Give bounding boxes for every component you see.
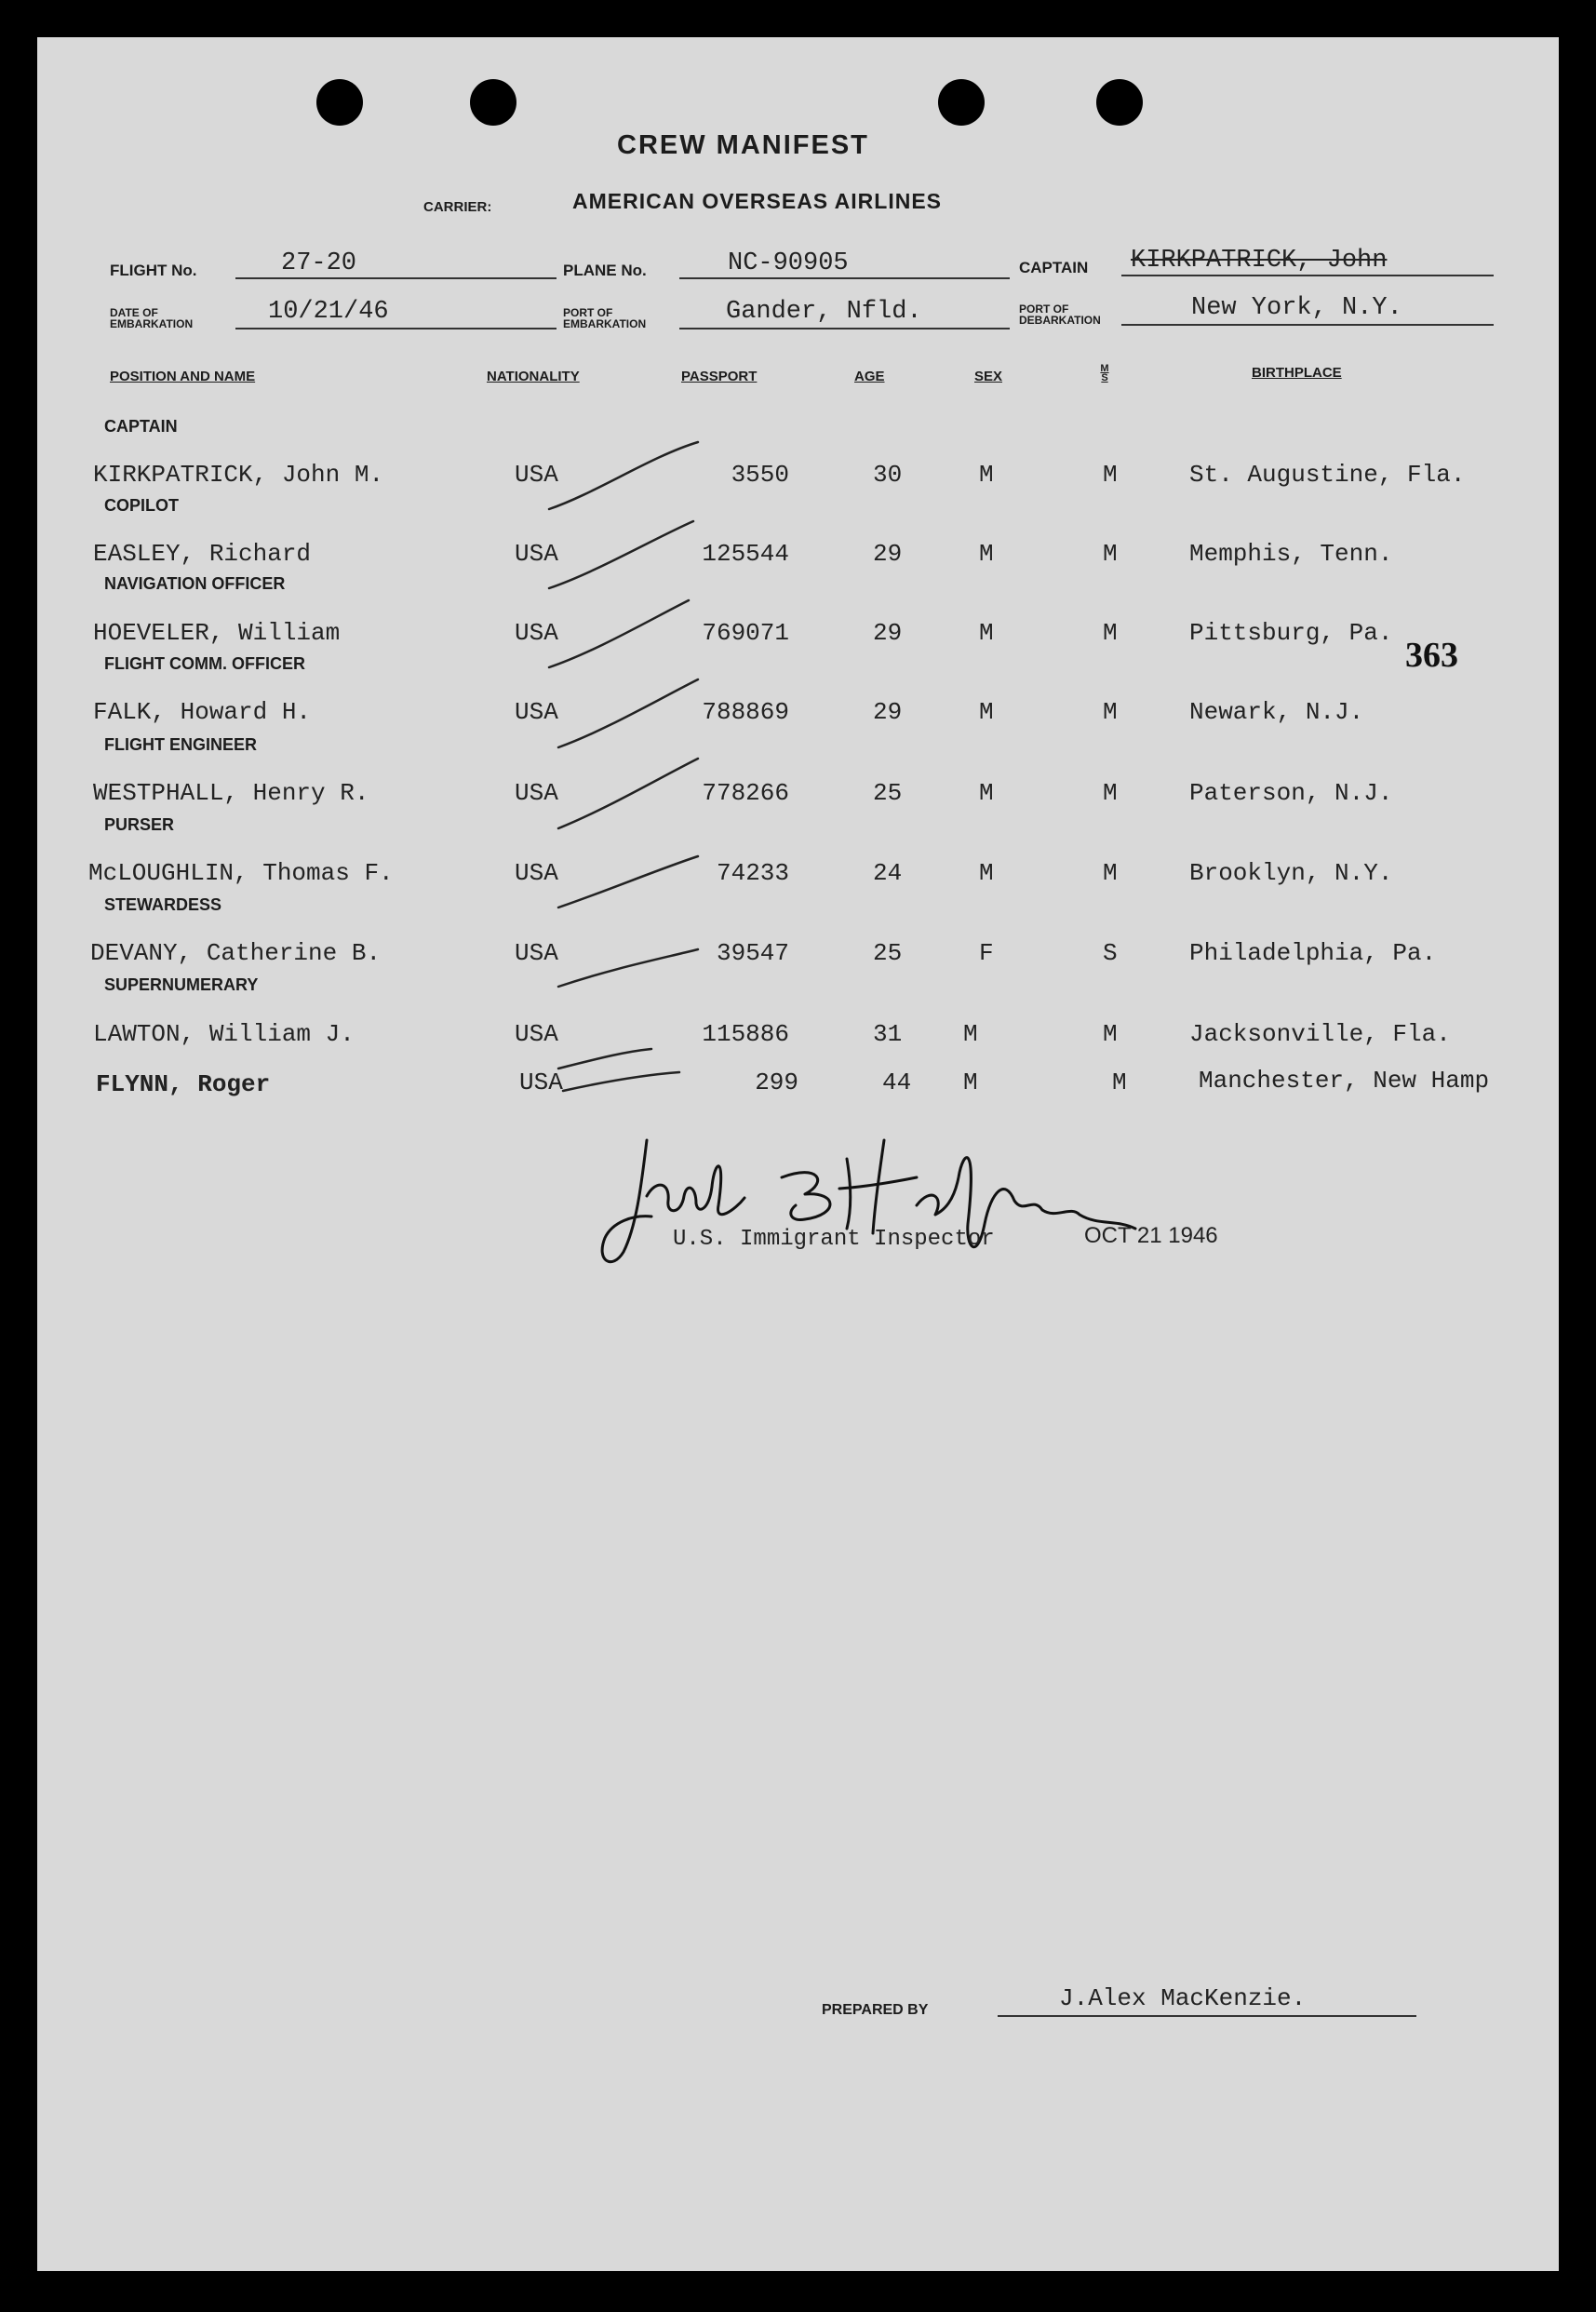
crew-sex: M xyxy=(979,698,994,726)
crew-age: 25 xyxy=(873,939,903,967)
col-header-marital: M S xyxy=(1100,363,1109,383)
crew-birthplace: St. Augustine, Fla. xyxy=(1189,461,1466,489)
prepared-by-label: PREPARED BY xyxy=(822,2002,929,2018)
position-label: STEWARDESS xyxy=(104,895,222,914)
col-header-birthplace: BIRTHPLACE xyxy=(1252,365,1342,381)
crew-name: KIRKPATRICK, John M. xyxy=(93,461,384,489)
crew-passport: 3550 xyxy=(731,461,789,489)
crew-birthplace: Memphis, Tenn. xyxy=(1189,540,1393,568)
carrier-label: CARRIER: xyxy=(423,199,492,215)
crew-birthplace: Jacksonville, Fla. xyxy=(1189,1020,1451,1048)
ditto-marks xyxy=(540,400,744,1108)
crew-name: FALK, Howard H. xyxy=(93,698,312,726)
port-debarkation-underline xyxy=(1121,324,1494,326)
crew-name: LAWTON, William J. xyxy=(93,1020,355,1048)
flight-no-label: FLIGHT No. xyxy=(110,262,197,279)
crew-sex: M xyxy=(979,859,994,887)
crew-nationality: USA xyxy=(515,461,558,489)
crew-age: 24 xyxy=(873,859,903,887)
port-embarkation-underline xyxy=(679,328,1010,329)
crew-marital: M xyxy=(1103,698,1118,726)
col-header-sex: SEX xyxy=(974,369,1003,384)
crew-passport: 74233 xyxy=(716,859,789,887)
crew-birthplace: Paterson, N.J. xyxy=(1189,779,1393,807)
crew-marital: M xyxy=(1103,1020,1118,1048)
crew-name: DEVANY, Catherine B. xyxy=(90,939,382,967)
crew-marital: M xyxy=(1103,779,1118,807)
crew-birthplace: Philadelphia, Pa. xyxy=(1189,939,1437,967)
crew-marital: M xyxy=(1103,859,1118,887)
prepared-by-value: J.Alex MacKenzie. xyxy=(1059,1984,1307,2012)
plane-no-underline xyxy=(679,277,1010,279)
crew-nationality: USA xyxy=(519,1069,563,1096)
crew-sex: M xyxy=(979,619,994,647)
crew-age: 25 xyxy=(873,779,903,807)
crew-sex: M xyxy=(979,779,994,807)
crew-passport: 778266 xyxy=(702,779,789,807)
col-header-passport: PASSPORT xyxy=(681,369,758,384)
crew-passport: 788869 xyxy=(702,698,789,726)
manifest-page xyxy=(37,37,1559,2271)
port-embarkation-value: Gander, Nfld. xyxy=(726,298,922,326)
carrier-value: AMERICAN OVERSEAS AIRLINES xyxy=(572,189,943,213)
captain-value: KIRKPATRICK, John xyxy=(1131,247,1388,275)
crew-marital: S xyxy=(1103,939,1118,967)
page-number: 363 xyxy=(1405,636,1458,675)
position-label: SUPERNUMERARY xyxy=(104,975,259,994)
crew-name: FLYNN, Roger xyxy=(96,1070,271,1098)
crew-age: 29 xyxy=(873,540,903,568)
crew-passport: 39547 xyxy=(716,939,789,967)
crew-birthplace: Manchester, New Hamp xyxy=(1199,1067,1490,1095)
port-debarkation-label: PORT OF DEBARKATION xyxy=(1019,302,1101,327)
crew-birthplace: Newark, N.J. xyxy=(1189,698,1364,726)
crew-nationality: USA xyxy=(515,779,558,807)
col-header-nationality: NATIONALITY xyxy=(487,369,580,384)
crew-passport: 299 xyxy=(755,1069,798,1096)
flight-no-value: 27-20 xyxy=(281,249,357,277)
crew-age: 29 xyxy=(873,619,903,647)
crew-nationality: USA xyxy=(515,619,558,647)
port-debarkation-value: New York, N.Y. xyxy=(1191,294,1402,322)
crew-name: EASLEY, Richard xyxy=(93,540,312,568)
binder-hole xyxy=(938,79,985,126)
flight-no-underline xyxy=(235,277,557,279)
position-label: CAPTAIN xyxy=(104,417,178,436)
crew-name: McLOUGHLIN, Thomas F. xyxy=(88,859,394,887)
crew-passport: 125544 xyxy=(702,540,789,568)
captain-underline xyxy=(1121,275,1494,276)
position-label: NAVIGATION OFFICER xyxy=(104,574,286,593)
position-label: COPILOT xyxy=(104,496,179,515)
crew-nationality: USA xyxy=(515,698,558,726)
position-label: FLIGHT COMM. OFFICER xyxy=(104,654,305,673)
crew-nationality: USA xyxy=(515,859,558,887)
crew-sex: M xyxy=(979,461,994,489)
inspector-signature xyxy=(596,1122,1173,1284)
crew-birthplace: Pittsburg, Pa. xyxy=(1189,619,1393,647)
col-header-age: AGE xyxy=(854,369,885,384)
crew-nationality: USA xyxy=(515,540,558,568)
crew-age: 31 xyxy=(873,1020,903,1048)
inspection-date-stamp: OCT 21 1946 xyxy=(1084,1223,1218,1248)
crew-nationality: USA xyxy=(515,939,558,967)
plane-no-value: NC-90905 xyxy=(728,249,849,277)
prepared-by-underline xyxy=(998,2015,1416,2017)
crew-sex: F xyxy=(979,939,994,967)
plane-no-label: PLANE No. xyxy=(563,262,647,279)
crew-sex: M xyxy=(979,540,994,568)
crew-name: WESTPHALL, Henry R. xyxy=(93,779,369,807)
crew-marital: M xyxy=(1112,1069,1127,1096)
col-header-position: POSITION AND NAME xyxy=(110,369,256,384)
captain-label: CAPTAIN xyxy=(1019,259,1089,276)
binder-hole xyxy=(316,79,363,126)
date-value: 10/21/46 xyxy=(268,298,389,326)
position-label: FLIGHT ENGINEER xyxy=(104,735,258,754)
crew-age: 44 xyxy=(882,1069,912,1096)
crew-name: HOEVELER, William xyxy=(93,619,341,647)
crew-marital: M xyxy=(1103,619,1118,647)
crew-nationality: USA xyxy=(515,1020,558,1048)
crew-marital: M xyxy=(1103,540,1118,568)
crew-marital: M xyxy=(1103,461,1118,489)
date-underline xyxy=(235,328,557,329)
crew-age: 29 xyxy=(873,698,903,726)
crew-age: 30 xyxy=(873,461,903,489)
crew-passport: 115886 xyxy=(702,1020,789,1048)
position-label: PURSER xyxy=(104,815,175,834)
crew-birthplace: Brooklyn, N.Y. xyxy=(1189,859,1393,887)
port-embarkation-label: PORT OF EMBARKATION xyxy=(563,306,647,330)
binder-hole xyxy=(1096,79,1143,126)
date-label: DATE OF EMBARKATION xyxy=(110,306,194,330)
binder-hole xyxy=(470,79,516,126)
crew-passport: 769071 xyxy=(702,619,789,647)
document-title: CREW MANIFEST xyxy=(617,130,869,160)
crew-sex: M xyxy=(963,1020,978,1048)
inspector-title: U.S. Immigrant Inspector xyxy=(673,1227,995,1252)
crew-sex: M xyxy=(963,1069,978,1096)
